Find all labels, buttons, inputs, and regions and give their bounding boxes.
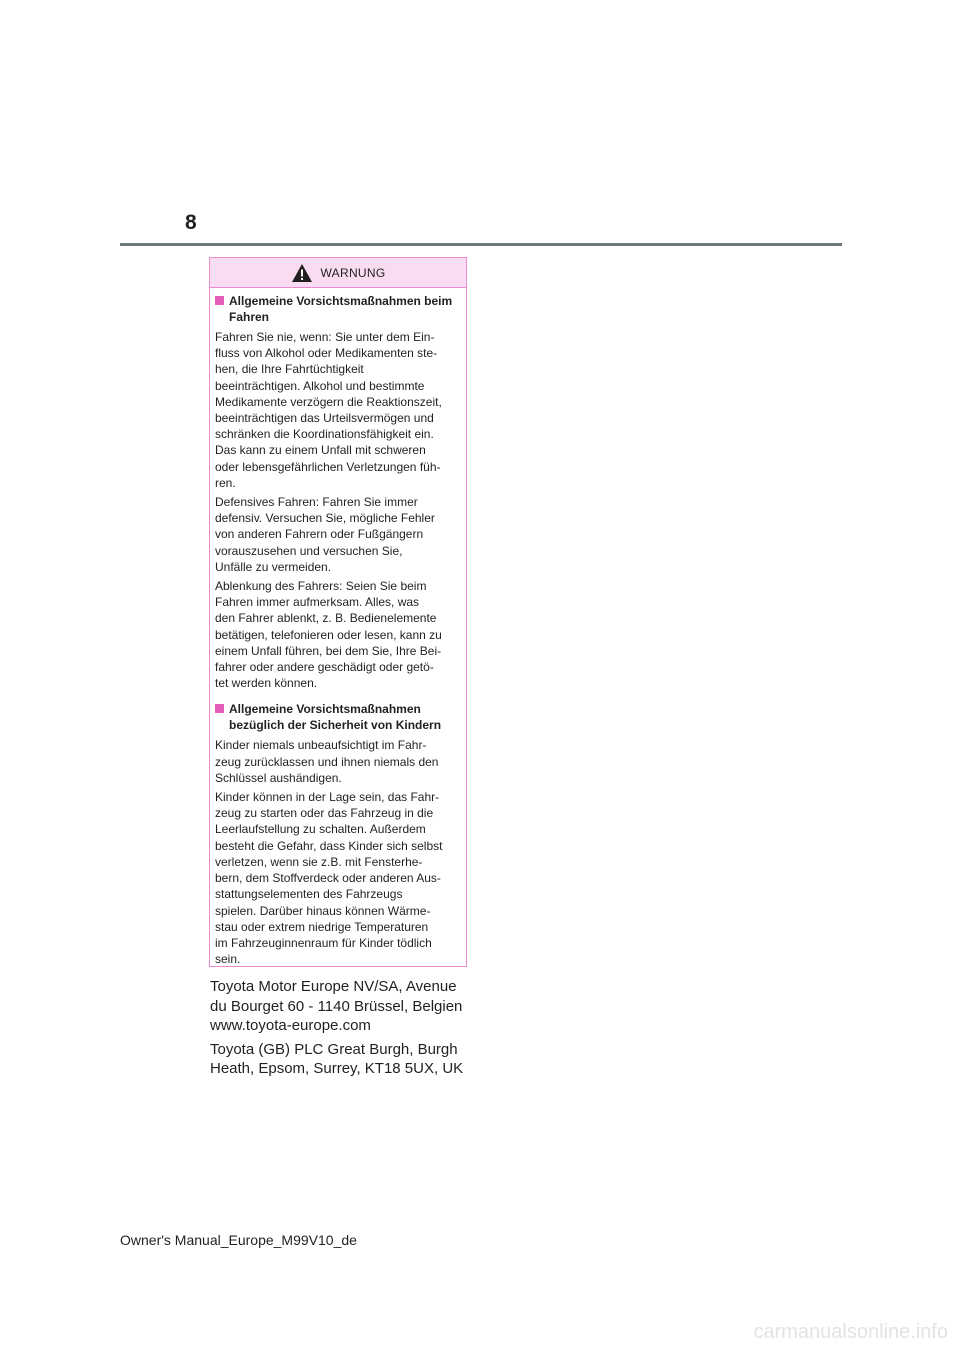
text-line: zeug zu starten oder das Fahrzeug in die (215, 806, 434, 821)
text-line: Schlüssel aushändigen. (215, 770, 342, 785)
text-line: ren. (215, 475, 236, 490)
address-line: du Bourget 60 - 1140 Brüssel, Belgien (210, 997, 463, 1015)
page-footer: Owner's Manual_Europe_M99V10_de (120, 1232, 357, 1248)
text-line: hen, die Ihre Fahrtüchtigkeit (215, 362, 364, 377)
text-line: oder lebensgefährlichen Verletzungen füh- (215, 459, 441, 474)
text-line: verletzen, wenn sie z.B. mit Fensterhe- (215, 854, 423, 869)
text-line: Kinder niemals unbeaufsichtigt im Fahr- (215, 738, 427, 753)
warning-paragraph (215, 329, 459, 491)
address-line: Heath, Epsom, Surrey, KT18 5UX, UK (210, 1060, 464, 1078)
text-line: sein. (215, 952, 241, 967)
warning-title: WARNUNG (320, 265, 386, 280)
page-number: 8 (185, 211, 197, 234)
warning-body (210, 288, 466, 967)
text-line: Fahren Sie nie, wenn: Sie unter dem Ein- (215, 330, 435, 344)
warning-box (209, 257, 467, 967)
text-line: Kinder können in der Lage sein, das Fahr- (215, 790, 440, 805)
text-line: vorauszusehen und versuchen Sie, (215, 543, 403, 558)
text-line: Fahren immer aufmerksam. Alles, was (215, 595, 420, 610)
warning-header (210, 258, 466, 288)
text-line: zeug zurücklassen und ihnen niemals den (215, 754, 439, 769)
warning-paragraph (215, 494, 459, 575)
watermark: carmanualsonline.info (753, 1321, 948, 1343)
text-line: spielen. Darüber hinaus können Wärme- (215, 903, 431, 918)
text-line: Unfälle zu vermeiden. (215, 559, 332, 574)
section-heading (215, 701, 459, 733)
text-line: im Fahrzeuginnenraum für Kinder tödlich (215, 935, 432, 950)
warning-paragraph (215, 578, 459, 691)
text-line: den Fahrer ablenkt, z. B. Bedienelemente (215, 611, 437, 626)
warning-triangle-icon (291, 263, 313, 283)
text-line: Defensives Fahren: Fahren Sie immer (215, 495, 418, 510)
text-line: fahrer oder andere geschädigt oder getö- (215, 660, 434, 675)
address-block (210, 977, 480, 1079)
text-line: einem Unfall führen, bei dem Sie, Ihre Bei- (215, 643, 442, 658)
text-line: Ablenkung des Fahrers: Seien Sie beim (215, 579, 427, 594)
address-line: Toyota (GB) PLC Great Burgh, Burgh (210, 1040, 458, 1058)
text-line: tet werden können. (215, 676, 318, 691)
section-heading (215, 293, 459, 325)
address-line: Toyota Motor Europe NV/SA, Avenue (210, 978, 457, 995)
text-line: Medikamente verzögern die Reaktionszeit, (215, 394, 442, 409)
text-line: beeinträchtigen das Urteilsvermögen und (215, 411, 434, 426)
text-line: beeinträchtigen. Alkohol und bestimmte (215, 378, 425, 393)
text-line: besteht die Gefahr, dass Kinder sich selbst (215, 838, 443, 853)
section-heading-text: Allgemeine Vorsichtsmaßnahmen bezüglich der Sicherheit von Kindern (229, 702, 442, 733)
text-line: betätigen, telefonieren oder lesen, kann zu (215, 627, 442, 642)
text-line: Das kann zu einem Unfall mit schweren (215, 443, 426, 458)
bullet-square-icon (215, 296, 224, 305)
bullet-square-icon (215, 704, 224, 713)
text-line: fluss von Alkohol oder Medikamenten ste- (215, 346, 438, 361)
section-heading-text: Allgemeine Vorsichtsmaßnahmen beim Fahren (229, 294, 453, 324)
text-line: defensiv. Versuchen Sie, mögliche Fehler (215, 511, 435, 526)
website-link[interactable]: www.toyota-europe.com (210, 1017, 371, 1035)
warning-paragraph (215, 789, 459, 967)
text-line: von anderen Fahrern oder Fußgängern (215, 527, 424, 542)
text-line: Leerlaufstellung zu schalten. Außerdem (215, 822, 426, 837)
text-line: bern, dem Stoffverdeck oder anderen Aus- (215, 871, 441, 886)
warning-paragraph (215, 737, 459, 786)
text-line: stau oder extrem niedrige Temperaturen (215, 919, 429, 934)
text-line: stattungselementen des Fahrzeugs (215, 887, 403, 902)
header-rule (120, 243, 842, 246)
text-line: schränken die Koordinationsfähigkeit ein. (215, 427, 434, 442)
